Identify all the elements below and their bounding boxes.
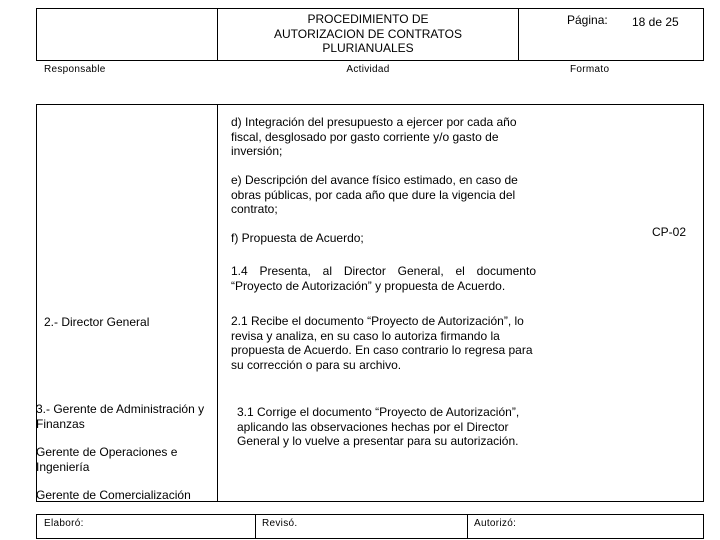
page-value: 18 de 25 xyxy=(632,15,679,29)
column-header-rule xyxy=(36,61,704,62)
signature-box xyxy=(36,514,704,539)
title-line-3: PLURIANUALES xyxy=(322,41,414,55)
responsable-gerente-comercializacion: Gerente de Comercialización xyxy=(36,488,191,502)
formato-code: CP-02 xyxy=(652,225,687,239)
responsable-gerente-administracion: 3.- Gerente de Administración y Finanzas xyxy=(36,402,205,431)
document-title xyxy=(218,12,518,56)
page-label: Página: xyxy=(567,13,608,27)
activity-d: d) Integración del presupuesto a ejercer por cada año fiscal, desglosado por gasto corriente y/o gasto de inversión; xyxy=(231,115,517,158)
responsable-director-general: 2.- Director General xyxy=(44,315,150,329)
title-line-1: PROCEDIMIENTO DE xyxy=(307,12,429,26)
responsable-gerente-operaciones: Gerente de Operaciones e Ingeniería xyxy=(36,445,178,474)
col-actividad: Actividad xyxy=(346,64,390,75)
reviso-label: Revisó. xyxy=(262,518,298,529)
signature-divider-2 xyxy=(467,514,468,539)
elaboro-label: Elaboró: xyxy=(44,518,84,529)
activity-f: f) Propuesta de Acuerdo; xyxy=(231,231,364,245)
activity-e: e) Descripción del avance físico estimado, en caso de obras públicas, por cada año que dure la vigencia del contrato; xyxy=(231,173,518,216)
body-divider xyxy=(217,104,218,502)
activity-1-4: 1.4 Presenta, al Director General, el documento “Proyecto de Autorización” y propuesta de Acuerdo. xyxy=(231,264,536,293)
autorizo-label: Autorizó: xyxy=(474,518,517,529)
header-divider-right xyxy=(518,8,519,61)
signature-divider-1 xyxy=(255,514,256,539)
activity-3-1: 3.1 Corrige el documento “Proyecto de Autorización”, aplicando las observaciones hechas por el Director General y lo vuelve a presentar para su autorización. xyxy=(237,405,520,448)
activity-2-1: 2.1 Recibe el documento “Proyecto de Autorización”, lo revisa y analiza, en su caso lo autoriza firmando la propuesta de Acuerdo. En caso contrario lo regresa para su corrección o para su archivo. xyxy=(231,314,533,372)
col-formato: Formato xyxy=(570,64,610,75)
col-responsable: Responsable xyxy=(44,64,106,75)
title-line-2: AUTORIZACION DE CONTRATOS xyxy=(273,26,462,41)
